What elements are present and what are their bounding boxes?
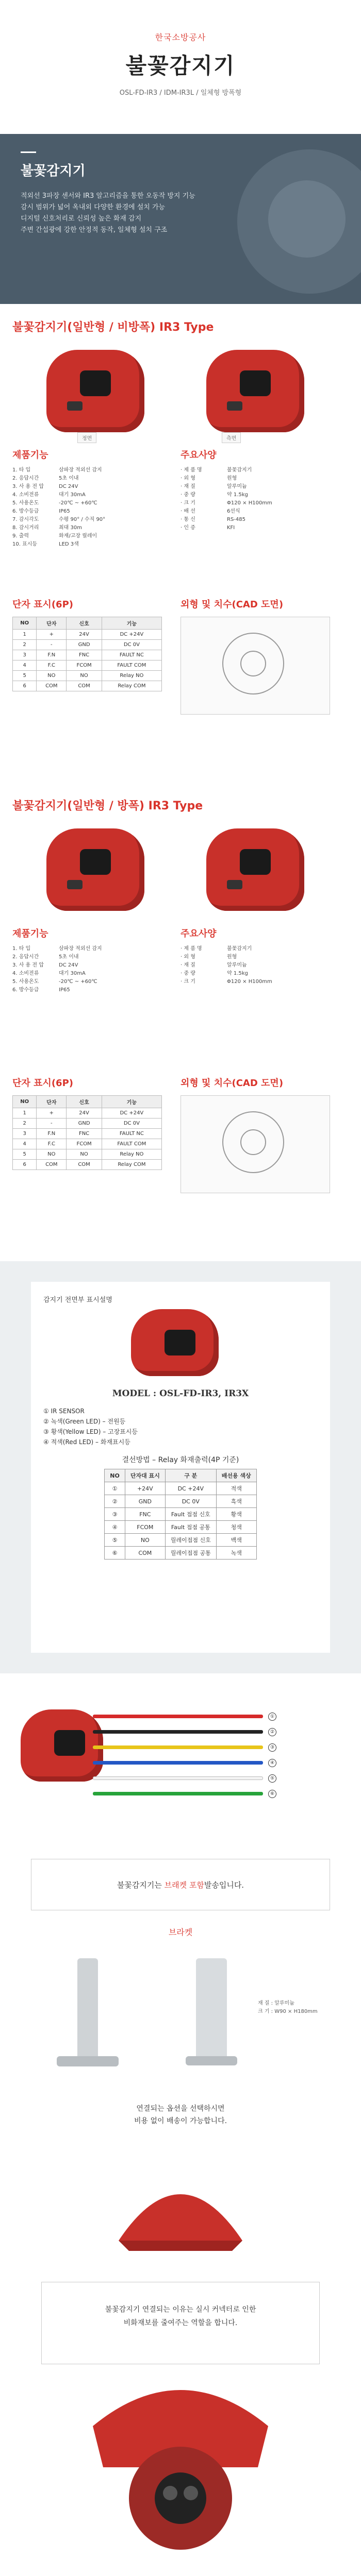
wire-black [93,1730,263,1734]
terminal-table: NO 단자 신호 기능 1 + 24V DC +24V 2 - GND DC 0V 3 F.N FNC FAULT NC 4 F.C FCOM FAULT COM 5 NO NO Relay NO 6 COM COM Relay COM [12,617,162,691]
table-row: 4 F.C FCOM FAULT COM [13,1139,162,1149]
spec-heading: 주요사양 [180,450,217,461]
wiring-table: NO 단자대 표시 구 분 배선용 색상 ① +24V DC +24V 적색 ② GND DC 0V 흑색 ③ FNC Fault 접점 신호 황색 ④ FCOM Fault 접점 공통 청색 ⑤ NO 릴레이접점 신호 백색 ⑥ COM 릴레이접점 공통 녹색 [104,1469,256,1560]
info-note: 불꽃감지기 연결되는 이유는 실시 커넥터로 인한 비화재보를 줄여주는 역할을 합니다. [41,2282,320,2364]
spec-row: 3. 사 용 전 압 DC 24V [12,962,78,968]
spec-block [0,921,361,1076]
spec-row: · 재 질 알루미늄 [180,484,247,489]
spec-row: 8. 감시거리 최대 30m [12,525,82,531]
section-title: 불꽃감지기(일반형 / 방폭) IR3 Type [12,800,203,812]
product-function-column [12,448,180,592]
table-row: 6 COM COM Relay COM [13,681,162,691]
wiring-table-title: 결선방법 – Relay 화재출력(4P 기준) [122,1456,239,1464]
wire-red [93,1715,263,1718]
flame-detector-image [206,350,304,432]
led-window [67,401,83,411]
cad-outline [240,651,266,676]
spec-row: · 제 품 명 불꽃감지기 [180,946,252,952]
legend-item: ② 녹색(Green LED) – 전원등 [43,1418,126,1425]
spec-row: 9. 출력 화재/고장 릴레이 [12,533,97,539]
intro-banner [0,134,361,304]
intro-line: 감시 범위가 넓어 옥내외 다양한 환경에 설치 가능 [21,204,166,211]
spec-row: 2. 응답시간 5초 이내 [12,476,79,481]
wiring-card [31,1282,330,1653]
spec-row: · 크 기 Φ120 × H100mm [180,979,272,985]
flame-detector-image [131,1309,219,1376]
sensor-window [54,1730,85,1756]
table-row: 3 F.N FNC FAULT NC [13,1129,162,1139]
flame-detector-image [206,828,304,911]
cad-drawing [180,617,330,715]
table-row: 3 F.N FNC FAULT NC [13,650,162,660]
spec-row: 4. 소비전류 대기 30mA [12,971,86,976]
led-window [67,880,83,889]
terminal-dimension-block [0,597,361,783]
option-text: 연결되는 옵션을 선택하시면 비용 없이 배송이 가능합니다. [134,2105,227,2125]
spec-row: · 외 형 원형 [180,476,237,481]
sensor-window [80,849,111,875]
table-row: ⑤ NO 릴레이접점 신호 백색 [105,1534,256,1547]
dimension-column [180,597,349,783]
spec-row: · 크 기 Φ120 × H100mm [180,500,272,506]
table-row: 4 F.C FCOM FAULT COM [13,660,162,671]
table-row: 5 NO NO Relay NO [13,1149,162,1160]
spec-heading: 제품기능 [12,928,48,939]
wire-yellow [93,1745,263,1749]
spec-row: 2. 응답시간 5초 이내 [12,954,79,960]
table-row: ③ FNC Fault 접점 신호 황색 [105,1508,256,1521]
model-label: MODEL : OSL-FD-IR3, IR3X [112,1388,249,1399]
bracket-note: 불꽃감지기는 브래켓 포함발송입니다. [31,1859,330,1910]
main-spec-column [180,926,349,1071]
product-photos [0,340,361,443]
cad-outline [240,1129,266,1155]
spec-row: 7. 감시각도 수평 90° / 수직 90° [12,517,106,522]
spec-row: 6. 방수등급 IP65 [12,987,70,993]
main-spec-column [180,448,349,592]
sensor-window [80,370,111,396]
table-row: 6 COM COM Relay COM [13,1160,162,1170]
led-legend [43,1406,318,1447]
wire-number: ③ [268,1743,276,1752]
terminal-dimension-block [0,1076,361,1261]
table-row: ① +24V DC +24V 적색 [105,1482,256,1495]
sensor-window [165,1330,195,1355]
product-photos [0,818,361,921]
intro-line: 적외선 3파장 센서와 IR3 알고리즘을 통한 오동작 방지 기능 [21,192,195,200]
spec-row: 3. 사 용 전 압 DC 24V [12,484,78,489]
legend-item: ① IR SENSOR [43,1408,85,1415]
spec-row: · 외 형 원형 [180,954,237,960]
photo-caption: 측면 [222,432,241,443]
table-row: 5 NO NO Relay NO [13,671,162,681]
terminal-heading: 단자 표시(6P) [12,1078,73,1089]
photo-caption: 정면 [77,432,96,443]
sensor-window [240,849,271,875]
spec-row: 4. 소비전류 대기 30mA [12,492,86,498]
wire-blue [93,1761,263,1765]
spec-row: · 배 선 6선식 [180,509,240,514]
installed-photo [0,2364,361,2576]
led-window [227,880,242,889]
decorative-circle [268,180,346,258]
spec-row: · 통 신 RS-485 [180,517,245,522]
accent-bar [21,151,36,153]
table-row: ④ FCOM Fault 접점 공통 청색 [105,1521,256,1534]
legend-item: ④ 적색(Red LED) – 화재표시등 [43,1438,130,1446]
page-title: 불꽃감지기 [125,53,236,78]
spec-row: · 중 량 약 1.5kg [180,971,248,976]
wiring-section [0,1261,361,1673]
table-row: 2 - GND DC 0V [13,640,162,650]
flame-detector-image [46,828,144,911]
cover-photo [0,2127,361,2282]
bracket-photos [0,1938,361,2103]
terminal-column [12,597,180,783]
front-label: 감지기 전면부 표시설명 [43,1296,112,1304]
sensor-window [240,370,271,396]
wire-white [93,1776,263,1780]
spec-row: 5. 사용온도 -20℃ ~ +60℃ [12,979,97,985]
spec-row: · 제 품 명 불꽃감지기 [180,467,252,473]
model-list: OSL-FD-IR3 / IDM-IR3L / 일체형 방폭형 [119,89,242,97]
bracket-heading: 브라켓 [168,1927,193,1937]
wire-number: ② [268,1728,276,1736]
spec-heading: 제품기능 [12,450,48,461]
wire-green [93,1792,263,1795]
dimension-heading: 외형 및 치수(CAD 도면) [180,1078,284,1089]
legend-item: ③ 황색(Yellow LED) – 고장표시등 [43,1428,138,1435]
brand-label: 한국소방공사 [155,32,206,42]
dimension-heading: 외형 및 치수(CAD 도면) [180,599,284,610]
table-row: ⑥ COM 릴레이접점 공통 녹색 [105,1547,256,1560]
spec-row: · 재 질 알루미늄 [180,962,247,968]
table-row: 1 + 24V DC +24V [13,1108,162,1118]
intro-line: 주변 간섭광에 강한 안정적 동작, 일체형 설치 구조 [21,226,168,234]
terminal-table: NO 단자 신호 기능 1 + 24V DC +24V 2 - GND DC 0V 3 F.N FNC FAULT NC 4 F.C FCOM FAULT COM 5 NO NO Relay NO 6 COM COM Relay COM [12,1095,162,1170]
spec-row: · 인 증 KFI [180,525,235,531]
spec-row: 1. 타 입 삼파장 적외선 감지 [12,946,102,952]
spec-heading: 주요사양 [180,928,217,939]
wire-number: ① [268,1713,276,1721]
wire-number: ⑤ [268,1774,276,1783]
dimension-column [180,1076,349,1261]
product-function-column [12,926,180,1071]
spec-block [0,443,361,597]
flame-detector-image [21,1709,103,1782]
wire-number: ⑥ [268,1790,276,1798]
wire-number: ④ [268,1759,276,1767]
spec-row: · 중 량 약 1.5kg [180,492,248,498]
cad-drawing [180,1095,330,1193]
intro-heading: 불꽃감지기 [21,163,86,179]
cable-diagram [0,1673,361,1859]
flame-detector-image [46,350,144,432]
intro-line: 디지털 신호처리로 신뢰성 높은 화재 감지 [21,215,142,223]
detector-with-cover-illustration [0,2364,361,2576]
terminal-column [12,1076,180,1261]
terminal-heading: 단자 표시(6P) [12,599,73,610]
bracket-spec: 재 질 : 알루미늄 크 기 : W90 × H180mm [258,2001,318,2014]
table-row: ② GND DC 0V 흑색 [105,1495,256,1508]
front-view [43,1304,318,1381]
spec-row: 5. 사용온도 -20℃ ~ +60℃ [12,500,97,506]
led-window [227,401,242,411]
page-header [0,0,361,134]
spec-row: 1. 타 입 삼파장 적외선 감지 [12,467,102,473]
cover-illustration [0,2127,361,2282]
table-row: 1 + 24V DC +24V [13,630,162,640]
bracket-illustration [0,1938,361,2103]
table-row: 2 - GND DC 0V [13,1118,162,1129]
section-title: 불꽃감지기(일반형 / 비방폭) IR3 Type [12,321,214,334]
spec-row: 6. 방수등급 IP65 [12,509,70,514]
spec-row: 10. 표시등 LED 3색 [12,541,79,547]
